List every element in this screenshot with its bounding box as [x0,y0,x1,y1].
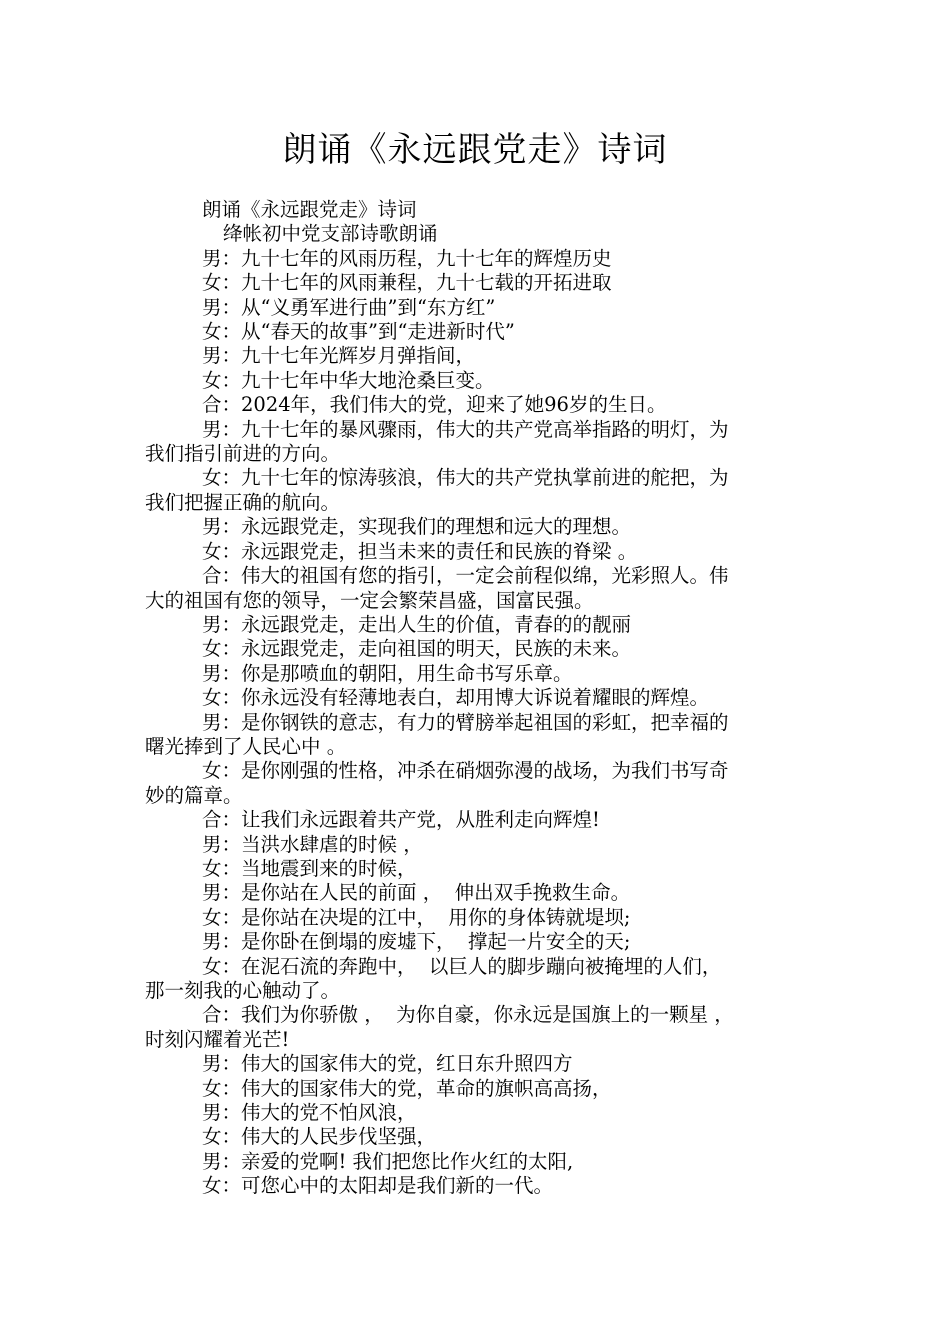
document-line: 女：伟大的人民步伐坚强， [202,1125,437,1149]
document-line: 男：九十七年的风雨历程，九十七年的辉煌历史 [202,246,612,270]
document-line: 男：九十七年光辉岁月弹指间， [202,344,476,368]
document-line: 男：是你卧在倒塌的废墟下， 撑起一片安全的天; [202,930,631,954]
document-line: 合：我们为你骄傲 ， 为你自豪，你永远是国旗上的一颗星 ， [202,1003,734,1027]
document-line: 我们把握正确的航向。 [145,490,341,514]
document-line: 男：九十七年的暴风骤雨，伟大的共产党高举指路的明灯，为 [202,417,729,441]
document-line: 合：伟大的祖国有您的指引，一定会前程似绵，光彩照人。伟 [202,564,729,588]
document-line: 女：九十七年中华大地沧桑巨变。 [202,368,495,392]
document-line: 那一刻我的心触动了。 [145,979,341,1002]
document-line: 男：当洪水肆虐的时候 ， [202,832,423,856]
document-line: 女：从“春天的故事”到“走进新时代” [202,320,515,344]
document-line: 妙的篇章。 [145,783,243,807]
document-line: 大的祖国有您的领导，一定会繁荣昌盛，国富民强。 [145,588,594,612]
document-line: 女：九十七年的风雨兼程，九十七载的开拓进取 [202,271,612,295]
document-line: 合：2024年，我们伟大的党，迎来了她96岁的生日。 [202,393,667,417]
document-line: 绛帐初中党支部诗歌朗诵 [223,222,438,246]
document-line: 男：是你钢铁的意志，有力的臂膀举起祖国的彩虹，把幸福的 [202,710,729,734]
document-line: 女：当地震到来的时候， [202,856,417,880]
document-line: 男：伟大的国家伟大的党，红日东升照四方 [202,1052,573,1076]
document-line: 合：让我们永远跟着共产党，从胜利走向辉煌! [202,808,600,832]
document-line: 女：是你刚强的性格，冲杀在硝烟弥漫的战场，为我们书写奇 [202,759,729,783]
document-line: 女：伟大的国家伟大的党，革命的旗帜高高扬， [202,1076,612,1100]
document-line: 时刻闪耀着光芒! [145,1027,290,1051]
document-line: 男：你是那喷血的朝阳，用生命书写乐章。 [202,661,573,685]
document-line: 曙光捧到了人民心中 。 [145,734,347,758]
document-line: 男：永远跟党走，实现我们的理想和远大的理想。 [202,515,632,539]
document-line: 男：亲爱的党啊! 我们把您比作火红的太阳, [202,1149,574,1173]
document-body [145,198,815,1199]
page-title: 朗诵《永远跟党走》诗词 [282,130,668,170]
document-line: 男：伟大的党不怕风浪， [202,1101,417,1125]
document-line: 男：永远跟党走，走出人生的价值，青春的的靓丽 [202,612,632,636]
document-line: 女：是你站在决堤的江中， 用你的身体铸就堤坝; [202,905,631,929]
document-line: 女：在泥石流的奔跑中， 以巨人的脚步蹦向被掩埋的人们， [202,954,722,978]
document-line: 女：九十七年的惊涛骇浪，伟大的共产党执掌前进的舵把，为 [202,466,729,490]
document-line: 男：是你站在人民的前面 ， 伸出双手挽救生命。 [202,881,631,905]
document-line: 女：可您心中的太阳却是我们新的一代。 [202,1174,554,1198]
document-line: 女：永远跟党走，走向祖国的明天，民族的未来。 [202,637,632,661]
document-line: 女：永远跟党走，担当未来的责任和民族的脊梁 。 [202,539,638,563]
document-line: 朗诵《永远跟党走》诗词 [202,198,417,221]
document-line: 我们指引前进的方向。 [145,442,341,466]
document-line: 男：从“义勇军进行曲”到“东方红” [202,295,496,319]
document-line: 女：你永远没有轻薄地表白，却用博大诉说着耀眼的辉煌。 [202,686,710,710]
